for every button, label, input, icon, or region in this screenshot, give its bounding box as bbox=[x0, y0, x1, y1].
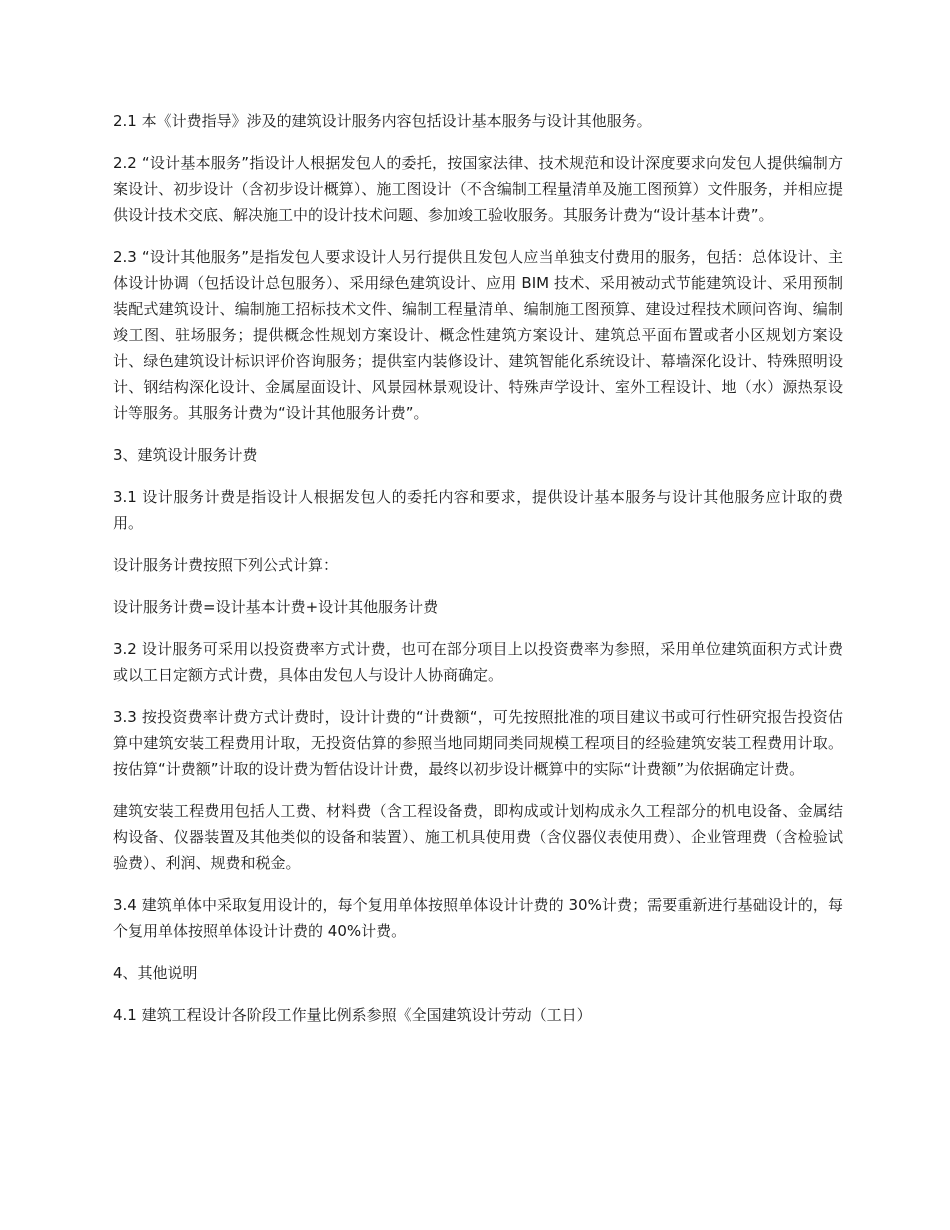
paragraph-3-4: 3.4 建筑单体中采取复用设计的，每个复用单体按照单体设计计费的 30%计费；需要重新进行基础设计的，每个复用单体按照单体设计计费的 40%计费。 bbox=[113, 896, 843, 940]
paragraph-2-1: 2.1 本《计费指导》涉及的建筑设计服务内容包括设计基本服务与设计其他服务。 bbox=[113, 112, 652, 130]
paragraph-4-1: 4.1 建筑工程设计各阶段工作量比例系参照《全国建筑设计劳动（工日） bbox=[113, 1006, 592, 1024]
formula: 设计服务计费=设计基本计费+设计其他服务计费 bbox=[113, 598, 439, 616]
paragraph-3-2: 3.2 设计服务可采用以投资费率方式计费，也可在部分项目上以投资费率为参照，采用单位建筑面积方式计费或以工日定额方式计费，具体由发包人与设计人协商确定。 bbox=[113, 640, 843, 684]
section-heading-4: 4、其他说明 bbox=[113, 964, 198, 982]
document-body bbox=[113, 108, 843, 1044]
paragraph-3-1: 3.1 设计服务计费是指设计人根据发包人的委托内容和要求，提供设计基本服务与设计其他服务应计取的费用。 bbox=[113, 488, 843, 532]
paragraph-3-3: 3.3 按投资费率计费方式计费时，设计计费的“计费额“，可先按照批准的项目建议书或可行性研究报告投资估算中建筑安装工程费用计取，无投资估算的参照当地同期同类同规模工程项目的经验建筑安装工程费用计取。按估算“计费额”计取的设计费为暂估设计计费，最终以初步设计概算中的实际“计费额”为依据确定计费。 bbox=[113, 708, 843, 778]
section-heading-3: 3、建筑设计服务计费 bbox=[113, 446, 258, 464]
formula-intro: 设计服务计费按照下列公式计算： bbox=[113, 556, 339, 574]
paragraph-2-2: 2.2 “设计基本服务”指设计人根据发包人的委托，按国家法律、技术规范和设计深度要求向发包人提供编制方案设计、初步设计（含初步设计概算）、施工图设计（不含编制工程量清单及施工图预算）文件服务，并相应提供设计技术交底、解决施工中的设计技术问题、参加竣工验收服务。其服务计费为“设计基本计费”。 bbox=[113, 154, 843, 224]
paragraph-cost-items: 建筑安装工程费用包括人工费、材料费（含工程设备费，即构成或计划构成永久工程部分的机电设备、金属结构设备、仪器装置及其他类似的设备和装置）、施工机具使用费（含仪器仪表使用费）、企业管理费（含检验试验费）、利润、规费和税金。 bbox=[113, 802, 843, 872]
paragraph-2-3: 2.3 “设计其他服务”是指发包人要求设计人另行提供且发包人应当单独支付费用的服务，包括：总体设计、主体设计协调（包括设计总包服务）、采用绿色建筑设计、应用 BIM 技术、采用被动式节能建筑设计、采用预制装配式建筑设计、编制施工招标技术文件、编制工程量清单、编制施工图预算、建设过程技术顾问咨询、编制竣工图、驻场服务；提供概念性规划方案设计、概念性建筑方案设计、建筑总平面布置或者小区规划方案设计、绿色建筑设计标识评价咨询服务；提供室内装修设计、建筑智能化系统设计、幕墙深化设计、特殊照明设计、钢结构深化设计、金属屋面设计、风景园林景观设计、特殊声学设计、室外工程设计、地（水）源热泵设计等服务。其服务计费为“设计其他服务计费”。 bbox=[113, 248, 843, 422]
